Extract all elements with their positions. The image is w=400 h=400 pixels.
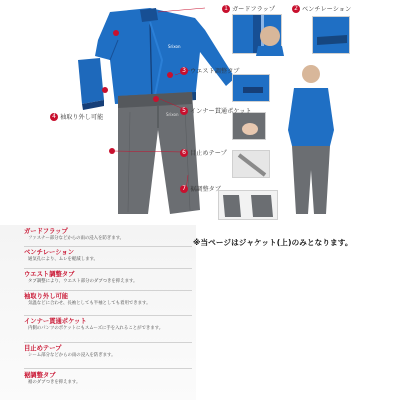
feature-body: タブ調整により、ウエスト部分のダブつきを抑えます。	[28, 279, 138, 284]
callout-label: 裾調整タブ	[190, 186, 221, 193]
feature-body: 通気孔により、ムレを軽減します。	[28, 257, 98, 262]
feature-ventilation	[24, 249, 194, 263]
callout-label: 目止めテープ	[190, 150, 227, 157]
feature-removable-sleeves	[24, 293, 194, 307]
hem-tab-photo	[219, 191, 278, 220]
callout-number: 4	[50, 113, 58, 121]
detached-sleeve	[78, 58, 104, 110]
detail-photo-inner-pocket	[232, 112, 266, 140]
detail-photo-sealing-tape	[232, 150, 270, 178]
model-face-photo	[252, 22, 288, 56]
inner-pocket-photo	[233, 113, 266, 140]
feature-guard-flap	[24, 228, 194, 242]
callout-label: ウエスト調整タブ	[190, 68, 240, 75]
callout-label: インナー貫通ポケット	[190, 108, 252, 115]
callout-number: 6	[180, 149, 188, 157]
jacket-only-notice: ※当ページはジャケット(上)のみとなります。	[193, 238, 353, 247]
callout-ventilation	[292, 4, 351, 13]
callout-waist-tab	[180, 66, 240, 75]
svg-text:Srixon: Srixon	[166, 112, 179, 117]
feature-title: インナー貫通ポケット	[24, 318, 87, 325]
callout-number: 2	[292, 5, 300, 13]
callout-guard-flap	[222, 4, 275, 13]
callout-number: 7	[180, 185, 188, 193]
divider	[24, 342, 192, 343]
feature-title: 袖取り外し可能	[24, 293, 69, 300]
detail-photo-ventilation	[312, 16, 350, 54]
callout-label: 袖取り外し可能	[60, 114, 104, 121]
ventilation-photo	[313, 17, 350, 54]
waist-tab-photo	[233, 75, 270, 102]
divider	[24, 290, 192, 291]
feature-inner-pocket	[24, 318, 194, 332]
divider	[24, 268, 192, 269]
feature-title: 裾調整タブ	[24, 372, 56, 379]
feature-title: ベンチレーション	[24, 249, 74, 256]
feature-waist-tab	[24, 271, 194, 285]
divider	[24, 315, 192, 316]
feature-title: ガードフラップ	[24, 228, 68, 235]
feature-hem-tab	[24, 372, 194, 386]
feature-body: 気温などに合わせ、長袖としても半袖としても着用できます。	[28, 301, 151, 306]
feature-body: 裾のダブつきを抑えます。	[28, 380, 81, 385]
callout-hem-tab	[180, 184, 221, 193]
divider	[24, 368, 192, 369]
model-photo	[282, 60, 340, 220]
divider	[24, 246, 192, 247]
jacket	[95, 8, 235, 104]
callout-number: 3	[180, 67, 188, 75]
callout-label: ベンチレーション	[302, 6, 352, 13]
feature-sealing-tape	[24, 345, 194, 359]
jacket-logo: Srixon	[168, 44, 181, 49]
feature-body: ファスナー部分などからの雨の浸入を防ぎます。	[28, 236, 125, 241]
feature-body: 内側のパンツのポケットにもスムーズに手を入れることができます。	[28, 326, 164, 331]
callout-number: 1	[222, 5, 230, 13]
feature-title: 目止めテープ	[24, 345, 62, 352]
sealing-tape-photo	[233, 151, 270, 178]
callout-number: 5	[180, 107, 188, 115]
callout-sealing-tape	[180, 148, 227, 157]
callout-removable-sleeves	[50, 112, 103, 121]
detail-photo-hem-tab	[218, 190, 278, 220]
callout-inner-pocket	[180, 106, 252, 115]
feature-body: シーム部分などからの雨の浸入を防ぎます。	[28, 353, 116, 358]
detail-photo-waist-tab	[232, 74, 270, 102]
feature-title: ウエスト調整タブ	[24, 271, 75, 278]
callout-label: ガードフラップ	[232, 6, 276, 13]
